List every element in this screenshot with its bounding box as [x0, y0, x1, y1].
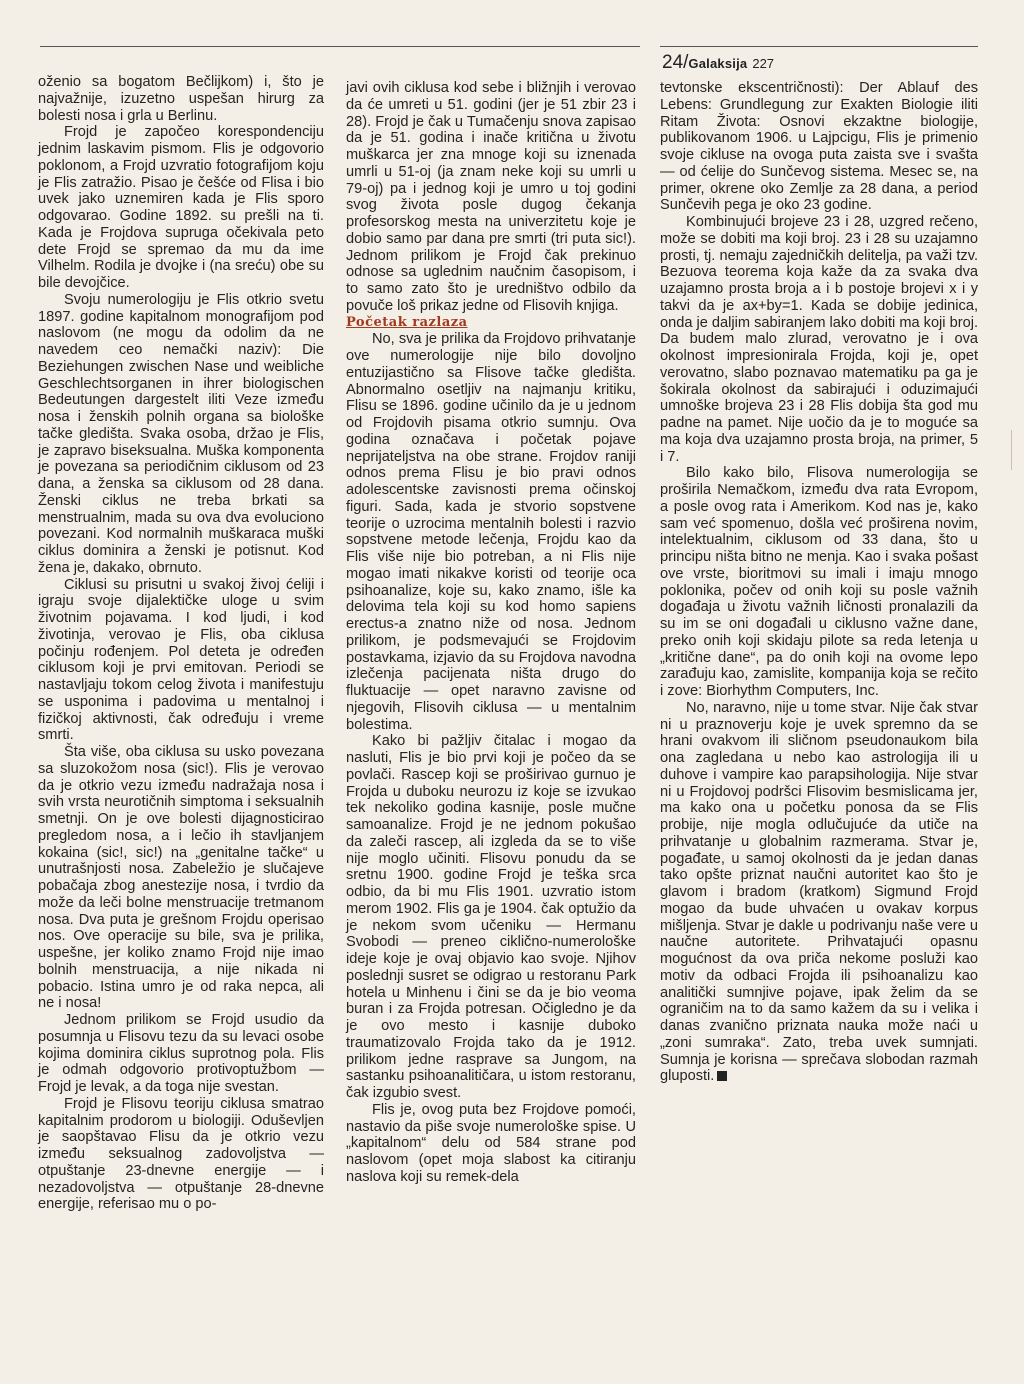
- paragraph: Svoju numerologiju je Flis otkrio svetu 1897. godine kapitalnom monografijom pod naslovom (ne mogu da odolim da ne navedem ceo nemački naziv): Die Beziehungen zwischen Nase und weibliche Geschlechtsorganen in ihrer biologischen Bedeutungen dargestelt iliti Veze između nosa i ženskih polnih organa sa biološke tačke gledišta. Svaka osoba, držao je Flis, je zapravo biseksualna. Muška komponenta je povezana sa periodičnim ciklusom od 23 dana, a ženska sa ciklusom od 28 dana. Ženski ciklus ne treba brkati sa menstrualnim, mada su ova dva evoluciono povezani. Kod normalnih muškaraca muški ciklus dominira a ženski je potisnut. Kod žena je, dakako, obrnuto.: [38, 291, 324, 576]
- paragraph: Ciklusi su prisutni u svakoj živoj ćeliji i igraju svoje dijalektičke uloge u svim životnim pojavama. I kod ljudi, i kod životinja, verovao je Flis, oba ciklusa počinju rođenjem. Pol deteta je određen ciklusom koji je prvi emitovan. Periodi se nastavljaju tokom celog života i manifestuju se usponima i padovima u mentalnoj i fizičkoj aktivnosti, čak određuju i vreme smrti.: [38, 576, 324, 744]
- paragraph: Frojd je Flisovu teoriju ciklusa smatrao kapitalnim prodorom u biologiji. Oduševljen je saopštavao Flisu da je otkrio vezu između seksualnog zadovoljstva — otpuštanje 23-dnevne energije — i nezadovoljstva — otpuštanje 28-dnevne energije, referisao mu o po-: [38, 1095, 324, 1213]
- column-2-bottom: [346, 331, 636, 1185]
- paragraph: Bilo kako bilo, Flisova numerologija se proširila Nemačkom, između dva rata Evropom, a posle ovog rata i Amerikom. Kod nas je, kako sam već spomenuo, došla već proširena novim, intelektualnim, ciklusom od 33 dana, što u principu ništa bitno ne menja. Kao i svaka pošast ove vrste, bioritmovi su imali i imaju mnogo poklonika, počev od onih koji su posle važnih događaja u životu važnih ličnosti pronalazili da su im se oni događali u ciklusno važne dane, preko onih koji skidaju pilote sa reda letenja u „kritične dane“, pa do onih koji na ovome lepo zarađuju kao, zamislite, kompanija koja se rečito i zove: Biorhythm Computers, Inc.: [660, 465, 978, 699]
- column-1: [38, 74, 324, 1213]
- paragraph: Kako bi pažljiv čitalac i mogao da nasluti, Flis je bio prvi koji je počeo da se povlači. Rascep koji se proširivao gurnuo je Frojda u duboku neurozu iz koje se izvukao tek nekoliko godina kasnije, posle mučne samoanalize. Frojd je ne jednom pokušao da zaleči rascep, ali izgleda da se to više nije moglo učiniti. Flisovu ponudu da se sretnu 1900. godine Frojd je teška srca odbio, da bi mu Flis 1901. uzvratio istom merom 1902. Flis ga je 1904. čak optužio da je nekom svom učeniku — Hermanu Svobodi — preneo ciklično-numerološke ideje koje je ovaj objavio kao svoje. Njihov poslednji susret se odigrao u restoranu Park hotela u Minhenu i čini se da je bio veoma buran i za Frojda potresan. Očigledno je da je ovo mesto i kasnije duboko traumatizovalo Frojda tako da je 1912. prilikom jedne rasprave sa Jungom, na sastanku psihoanalitičara, u istom restoranu, čak izgubio svest.: [346, 733, 636, 1101]
- header-rule-left: [40, 46, 640, 47]
- paragraph: oženio sa bogatom Bečlijkom) i, što je najvažnije, izuzetno uspešan hirurg za bolesti nosa i grla u Berlinu.: [38, 74, 324, 124]
- column-2-top: [346, 80, 636, 315]
- header-rule-right: [660, 46, 978, 47]
- page-number: 24/: [662, 52, 689, 73]
- running-header: [662, 52, 962, 74]
- section-heading: Početak razlaza: [346, 314, 468, 330]
- paragraph: Jednom prilikom se Frojd usudio da posumnja u Flisovu tezu da su levaci osobe kojima dominira ciklus suprotnog pola. Flis je odmah odgovorio protivoptužbom — Frojd je levak, a da toga nije svestan.: [38, 1012, 324, 1095]
- paragraph: Šta više, oba ciklusa su usko povezana sa sluzokožom nosa (sic!). Flis je verovao da je otkrio vezu između nadražaja nosa i svih vrsta neurotičnih simptoma i seksualnih smetnji. On je ove bolesti dijagnosticirao pregledom nosa, a i lečio ih stavljanjem kokaina (sic!, sic!) na „genitalne tačke“ u unutrašnjosti nosa. Zabeležio je slučajeve pobačaja zbog anestezije nosa, i tvrdio da može da leči bolne menstruacije tretmanom nosa. Dva puta je grešnom Frojdu operisao nos. Ove operacije su bile, sva je prilika, uspešne, jer koliko znamo Frojd nije imao bolnih menstruacija, a nije nikada ni pobacio. Istina umro je od raka nepca, ali ne i nosa!: [38, 744, 324, 1012]
- page-edge-mark: [1011, 430, 1018, 470]
- paragraph: No, sva je prilika da Frojdovo prihvatanje ove numerologije nije bilo dovoljno entuzijastično sa Flisove tačke gledišta. Abnormalno osetljiv na najmanju kritiku, Flisu se 1896. godine učinilo da je u jednom od Frojdovih pisama otkrio sumnju. Ova godina označava i početak pojave neprijateljstva na obe strane. Frojdov raniji odnos prema Flisu je bio pravi odnos adolescentske zavisnosti prema očinskoj figuri. Sada, kada je stvorio sopstvene teorije o uzrocima mentalnih bolesti i razvio sopstvene metode lečenja, Frojdu kao da Flis više nije bio potreban, a ni Flis nije mogao imati nikakve koristi od teorije oca psihoanalize, koje su, kako znamo, išle ka delovima tela koji su kod homo sapiens erectus-a znatno niže od nosa. Jednom prilikom, je podsmevajući se Frojdovim postavkama, izjavio da su Frojdova navodna izlečenja pacijenata ništa drugo do fluktuacije — opet naravno zavisne od njegovih, Flisovih ciklusa — u mentalnim bolestima.: [346, 331, 636, 733]
- column-2: [346, 80, 636, 1186]
- magazine-name: Galaksija: [688, 56, 748, 71]
- end-of-article-mark: [717, 1071, 727, 1081]
- column-3: [660, 80, 978, 1085]
- paragraph: Frojd je započeo korespondenciju jednim laskavim pismom. Flis je odgovorio poklonom, a Frojd uzvratio fotografijom koju je Flis zatražio. Pisao je češće od Flisa i bio uvek jako uznemiren kada je Flis sporo odgovarao. Godine 1892. su prešli na ti. Kada je Frojdova supruga očekivala peto dete Frojd se spremao da mu da ime Vilhelm. Rodila je dvojke i (na sreću) obe su bile devojčice.: [38, 124, 324, 291]
- paragraph: No, naravno, nije u tome stvar. Nije čak stvar ni u praznoverju koje je uvek spremno da se hrani ovakvom ili sličnom pseudonaukom bila ona zagledana u nebo kao astrologija ili u duhove i vampire kao parapsihologija. Nije stvar ni u Frojdovoj podršci Flisovim besmislicama jer, ma kako ona u početku ponosa da se Flis probije, nije mogla odlučujuće da utiče na prihvatanje u globalnim razmerama. Stvar je, pogađate, u samoj okolnosti da je jedan danas tako opšte priznat naučni autoritet kao što je glavom i bradom (kratkom) Sigmund Frojd mogao da bude uhvaćen u ovakav korpus mišljenja. Stvar je dakle u podrivanju naše vere u naučne autoritete. Prihvatajući opasnu mogućnost da ova priča nekome posluži kao motiv da odbaci Frojda ili psihoanalizu kao analitički sumnjive pojave, ipak želim da se ograničim na to da samo kažem da su i velika i danas zvanično priznata nauka može naći u „zoni sumraka“. Zato, treba uvek sumnjati. Sumnja je korisna — sprečava slobodan razmah gluposti.: [660, 699, 978, 1085]
- paragraph: Flis je, ovog puta bez Frojdove pomoći, nastavio da piše svoje numerološke spise. U „kapitalnom“ delu od 584 strane pod naslovom (opet moja slabost ka citiranju naslova koji su remek-dela: [346, 1101, 636, 1185]
- paragraph: tevtonske ekscentričnosti): Der Ablauf des Lebens: Grundlegung zur Exakten Biologie iliti Ritam Života: Osnovi ekzaktne biologije, publikovanom 1906. u Lajpcigu, Flis je primenio svoje cikluse na ovoga puta zaista sve i svašta — od ćelije do Sunčevog sistema. Mesec se, na primer, okrene oko Zemlje za 28 dana, a period Sunčevih pega je oko 23 godine.: [660, 80, 978, 214]
- paragraph: Kombinujući brojeve 23 i 28, uzgred rečeno, može se dobiti ma koji broj. 23 i 28 su uzajamno prosti, tj. nemaju zajedničkih delitelja, pa važi tzv. Bezuova teorema koja kaže da za svaka dva uzajamno prosta broja a i b postoje brojevi x i y takvi da je ax+by=1. Kada se dobije jedinica, onda je daljim sabiranjem lako dobiti ma koji broj. Da budem malo zlurad, verovatno je i ova okolnost impresionirala Frojda, koji je, opet verovatno, slabo poznavao matematiku pa ga je šokirala okolnost da sabirajući i oduzimajući umnoške brojeva 23 i 28 Flis dobija šta god mu padne na pamet. Nije uočio da je to moguće sa ma koja dva uzajamno prosta broja, na primer, 5 i 7.: [660, 214, 978, 465]
- paragraph: javi ovih ciklusa kod sebe i bližnjih i verovao da će umreti u 51. godini (jer je 51 zbir 23 i 28). Frojd je čak u Tumačenju snova zapisao da je 51. godina i inače kritična u životu muškarca jer zna mnoge koji su iznenada umrli u 51-oj (ja znam neke koji su umrli u 79-oj) pa i jednog koji je umro u toj godini svog života posle dugog čekanja profesorskog mesta na univerzitetu koje je dobio samo par dana pre smrti (tri puta sic!). Jednom prilikom je Frojd čak prekinuo odnose sa uglednim naučnim časopisom, i to samo zato što je uredništvo odbilo da povuče loš prikaz jedne od Flisovih knjiga.: [346, 80, 636, 314]
- issue-number: 227: [752, 56, 775, 71]
